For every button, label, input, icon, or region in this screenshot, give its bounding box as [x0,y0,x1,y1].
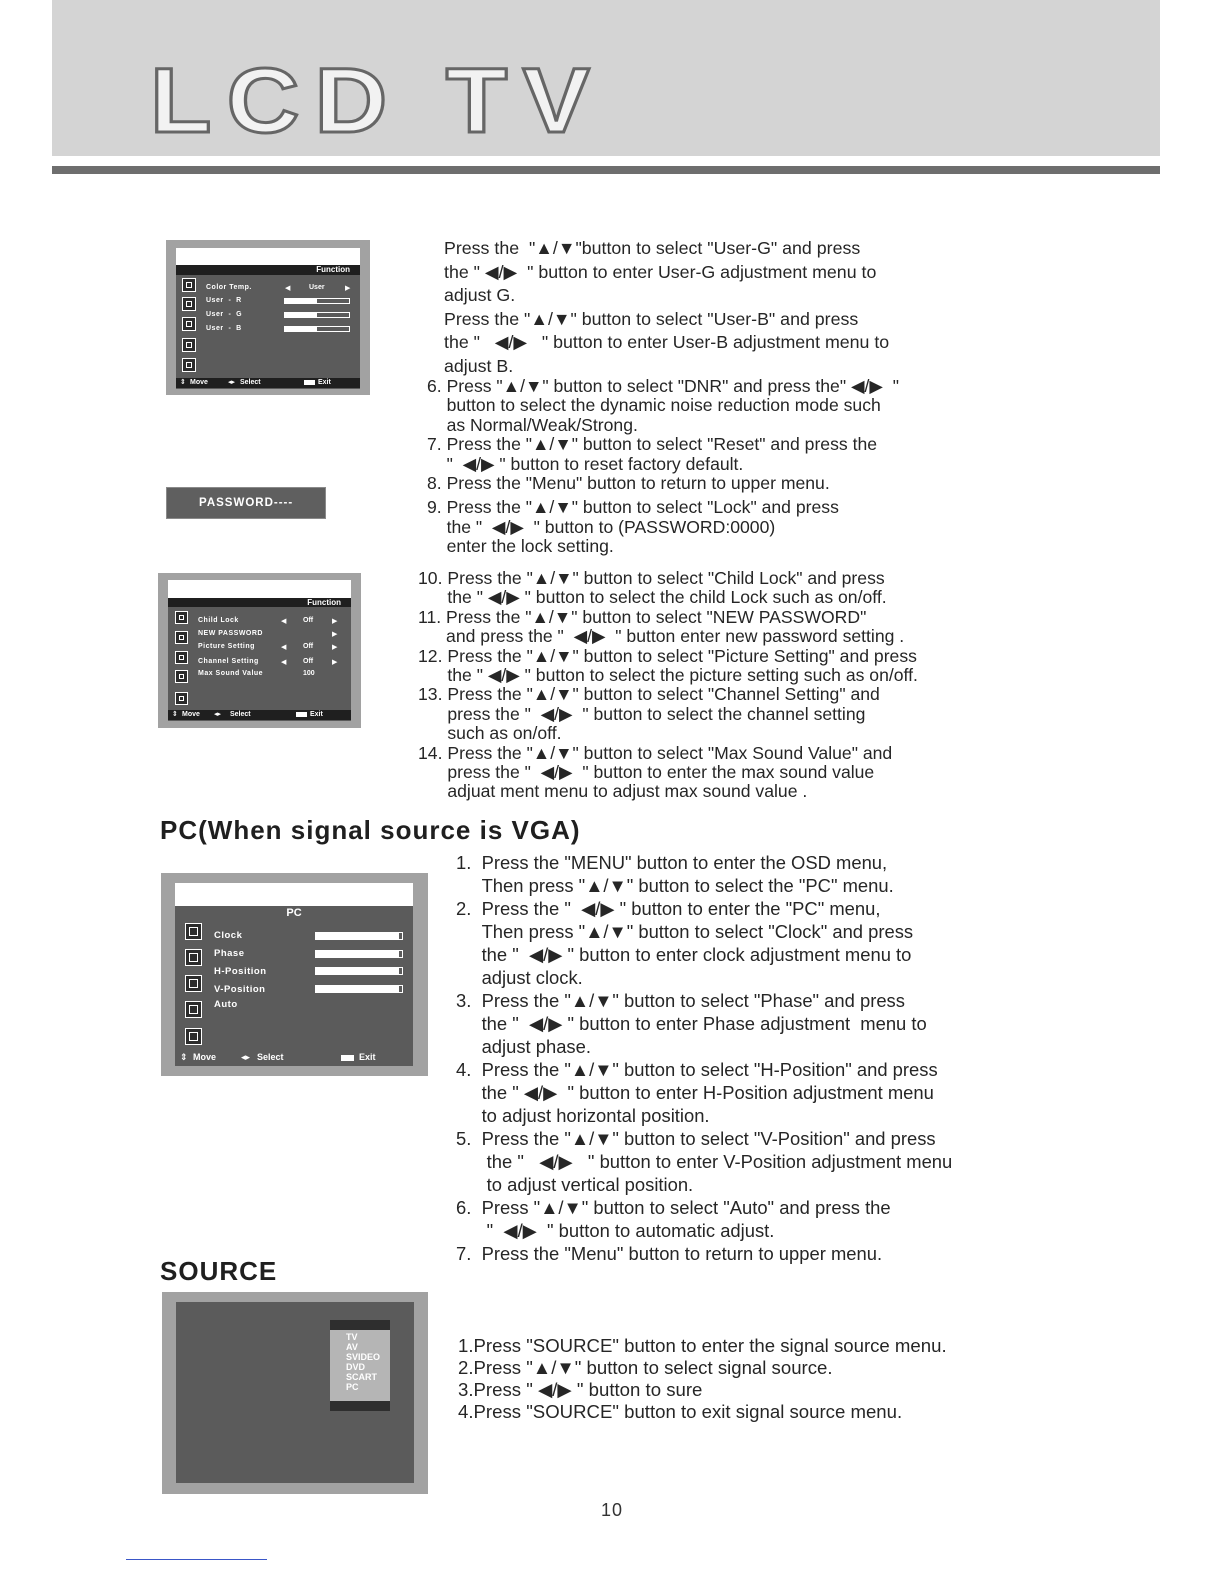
menu-key-icon [304,380,315,385]
list-item: 4.Press "SOURCE" button to exit signal source menu. [458,1401,903,1422]
menu-key-icon [341,1055,354,1061]
item-line: Press the "▲/▼" button to select "Child Lock" and press [447,568,885,588]
item-number: 8. [427,473,447,494]
password-box: PASSWORD---- [166,487,326,519]
header-rule [52,166,1160,174]
item-line: Press the "▲/▼" button to select "Reset" and press the [446,434,878,455]
intro-line: Press the "▲/▼"button to select "User-G" and press [444,238,861,258]
osd-footer [168,710,351,720]
list-item [456,1127,952,1196]
item-line: Press the "▲/▼" button to select "V-Position" and press [481,1128,936,1149]
osd-row-value: Off [303,658,314,665]
sound-icon [182,297,196,311]
osd-row-label: NEW PASSWORD [198,630,263,637]
item-line: to adjust horizontal position. [481,1105,710,1126]
left-arrow-icon: ◀ [281,644,287,651]
osd-row-label: Picture Setting [198,643,255,650]
right-arrow-icon: ▶ [332,644,338,651]
osd-row-label: User - R [206,297,242,304]
item-line: Press the "Menu" button to return to upper menu. [446,473,830,494]
list-item [427,498,899,556]
osd-row-label: Child Lock [198,617,239,624]
item-number: 11. [418,606,447,627]
left-right-icon: ◂▸ [228,379,236,386]
item-line: " ◀/▶ " button to reset factory default. [446,453,744,474]
footer-exit: Exit [359,1052,376,1062]
osd-row-label: Clock [214,930,243,941]
pc-section-title: PC(When signal source is VGA) [160,815,581,845]
item-line: to adjust vertical position. [481,1174,694,1195]
footer-exit: Exit [318,379,331,386]
footer-select: Select [230,711,251,718]
footer-exit: Exit [310,711,323,718]
option-icon [185,1001,202,1018]
item-number: 13. [418,684,448,705]
v-position-slider [315,985,403,993]
lock-osd-screenshot [158,573,361,728]
list-item [427,377,899,435]
sound-icon [175,631,188,644]
osd-row-label: User - G [206,311,243,318]
osd-row-value: Off [303,617,314,624]
item-line: Press "▲/▼" button to select "DNR" and press the" ◀/▶ " [446,376,899,396]
picture-icon [182,278,196,292]
up-down-icon: ⇕ [180,379,186,386]
user-b-slider [284,326,350,332]
source-section-title: SOURCE [160,1256,278,1286]
osd-header: Function [176,265,360,275]
left-right-icon: ◂▸ [241,1052,251,1062]
intro-line: the " ◀/▶ " button to enter User-G adjustment menu to [444,261,877,282]
time-icon [175,651,188,664]
item-line: Press the "▲/▼" button to select "Picture Setting" and press [447,645,917,666]
osd-row-label: H-Position [214,966,267,977]
item-line: the " ◀/▶ " button to enter clock adjustment menu to [481,944,912,965]
source-option-av: AV [346,1342,358,1352]
osd-row-label: V-Position [214,984,266,995]
h-position-slider [315,967,403,975]
item-line: adjuat ment menu to adjust max sound value . [447,781,808,802]
function-icon [182,358,196,372]
osd-row-label: Color Temp. [206,284,252,291]
item-line: Press the "▲/▼" button to select "Channel Setting" and [447,684,880,705]
list-item: 2.Press "▲/▼" button to select signal source. [458,1357,833,1378]
up-down-icon: ⇕ [180,1052,188,1062]
list-item: 1.Press "SOURCE" button to enter the signal source menu. [458,1335,947,1356]
right-arrow-icon: ▶ [332,631,338,638]
left-arrow-icon: ◀ [281,659,287,666]
source-option-scart: SCART [346,1372,377,1382]
list-item [456,851,952,897]
time-icon [185,975,202,992]
right-arrow-icon: ▶ [332,659,338,666]
item-number: 14. [418,742,448,763]
source-option-svideo: SVIDEO [346,1352,381,1362]
item-number: 10. [418,568,448,588]
up-down-icon: ⇕ [172,711,178,718]
item-number: 2. [456,898,482,919]
intro-line: adjust B. [444,355,514,376]
list-item: 3.Press " ◀/▶ " button to sure [458,1379,703,1400]
item-number: 6. [427,376,447,396]
item-line: the " ◀/▶ " button to enter Phase adjustment menu to [481,1013,927,1034]
clock-slider [315,932,403,940]
list-item [456,989,952,1058]
footer-move: Move [193,1052,217,1062]
item-line: Press the " ◀/▶ " button to enter the "PC" menu, [481,898,881,919]
list-item [456,1058,952,1127]
source-option-dvd: DVD [346,1362,366,1372]
item-line: Press the "Menu" button to return to upper menu. [481,1243,883,1264]
picture-icon [185,923,202,940]
item-number: 9. [427,497,447,518]
left-right-icon: ◂▸ [214,711,222,718]
osd-footer [176,378,360,388]
item-number: 1. [456,852,482,873]
footer-link-underline [126,1559,267,1560]
osd-footer [175,1052,413,1064]
item-number: 5. [456,1128,482,1149]
footer-move: Move [190,379,208,386]
item-line: as Normal/Weak/Strong. [446,414,638,435]
list-item [427,474,899,493]
osd-row-value: Off [303,643,314,650]
source-option-pc: PC [346,1382,359,1392]
color-temp-osd-screenshot [166,240,370,395]
left-arrow-icon: ◀ [285,285,291,292]
list-item [456,897,952,989]
function-icon [175,692,188,705]
osd-row-label: Phase [214,948,245,959]
source-steps [458,1335,947,1423]
list-item [456,1242,952,1265]
item-line: button to select the dynamic noise reduction mode such [446,395,881,416]
item-number: 3. [456,990,482,1011]
intro-text [444,237,889,378]
item-line: the " ◀/▶ " button to enter H-Position adjustment menu [481,1082,934,1103]
item-line: Press the "▲/▼" button to select "Max Sound Value" and [447,742,893,763]
pc-osd-screenshot [161,873,428,1076]
pc-steps [456,851,952,1265]
time-icon [182,317,196,331]
item-line: Press the "▲/▼" button to select "NEW PASSWORD" [446,606,867,627]
item-line: the " ◀/▶ " button to select the picture setting such as on/off. [447,665,918,686]
item-line: the " ◀/▶ " button to select the child Lock such as on/off. [447,587,887,608]
item-line: Press "▲/▼" button to select "Auto" and press the [481,1197,891,1218]
function-steps [427,377,899,557]
option-icon [182,338,196,352]
left-arrow-icon: ◀ [281,618,287,625]
pc-icon [185,1028,202,1045]
source-list [330,1320,390,1411]
osd-row-label: User - B [206,325,242,332]
picture-icon [175,611,188,624]
osd-row-label: Auto [214,999,238,1010]
footer-move: Move [182,711,200,718]
item-line: press the " ◀/▶ " button to select the channel setting [447,703,866,724]
list-item [456,1196,952,1242]
item-line: press the " ◀/▶ " button to enter the max sound value [447,762,875,783]
osd-header: PC [175,906,413,920]
right-arrow-icon: ▶ [345,285,351,292]
item-line: " ◀/▶ " button to automatic adjust. [481,1220,775,1241]
menu-key-icon [296,712,307,717]
footer-select: Select [257,1052,284,1062]
item-number: 4. [456,1059,482,1080]
item-line: and press the " ◀/▶ " button enter new password setting . [446,626,905,647]
intro-line: adjust G. [444,285,516,305]
osd-row-label: Channel Setting [198,658,259,665]
list-item [418,685,918,743]
list-item [418,647,918,686]
option-icon [175,670,188,683]
list-item [418,569,918,608]
item-line: the " ◀/▶ " button to (PASSWORD:0000) [446,516,776,537]
right-arrow-icon: ▶ [332,618,338,625]
item-line: adjust phase. [481,1036,591,1057]
list-item [418,608,918,647]
item-line: Press the "MENU" button to enter the OSD menu, [481,852,888,873]
intro-line: Press the "▲/▼" button to select "User-B" and press [444,308,859,329]
osd-header: Function [168,598,351,607]
lcd-tv-logo [150,64,610,138]
item-number: 6. [456,1197,482,1218]
item-line: Press the "▲/▼" button to select "Lock" and press [446,497,839,518]
item-number: 12. [418,645,448,666]
user-g-slider [284,312,350,318]
item-line: Then press "▲/▼" button to select "Clock" and press [481,921,914,942]
item-line: the " ◀/▶ " button to enter V-Position adjustment menu [481,1151,953,1172]
item-number: 7. [456,1243,482,1264]
intro-line: the " ◀/▶ " button to enter User-B adjustment menu to [444,332,890,352]
item-number: 7. [427,434,447,455]
item-line: adjust clock. [481,967,583,988]
list-item [418,744,918,802]
page-number: 10 [600,1500,624,1520]
osd-row-label: Max Sound Value [198,670,264,677]
osd-row-value: 100 [303,670,315,677]
item-line: Press the "▲/▼" button to select "Phase" and press [481,990,905,1011]
phase-slider [315,950,403,958]
item-line: Press the "▲/▼" button to select "H-Position" and press [481,1059,938,1080]
footer-select: Select [240,379,261,386]
item-line: enter the lock setting. [446,536,614,557]
item-line: Then press "▲/▼" button to select the "PC" menu. [481,875,894,896]
list-item [427,435,899,474]
item-line: such as on/off. [447,723,562,744]
source-option-tv: TV [346,1332,358,1342]
sound-icon [185,949,202,966]
logo-text: LCD TV [150,64,605,138]
user-r-slider [284,298,350,304]
lock-steps [418,569,918,802]
osd-row-value: User [309,284,325,291]
